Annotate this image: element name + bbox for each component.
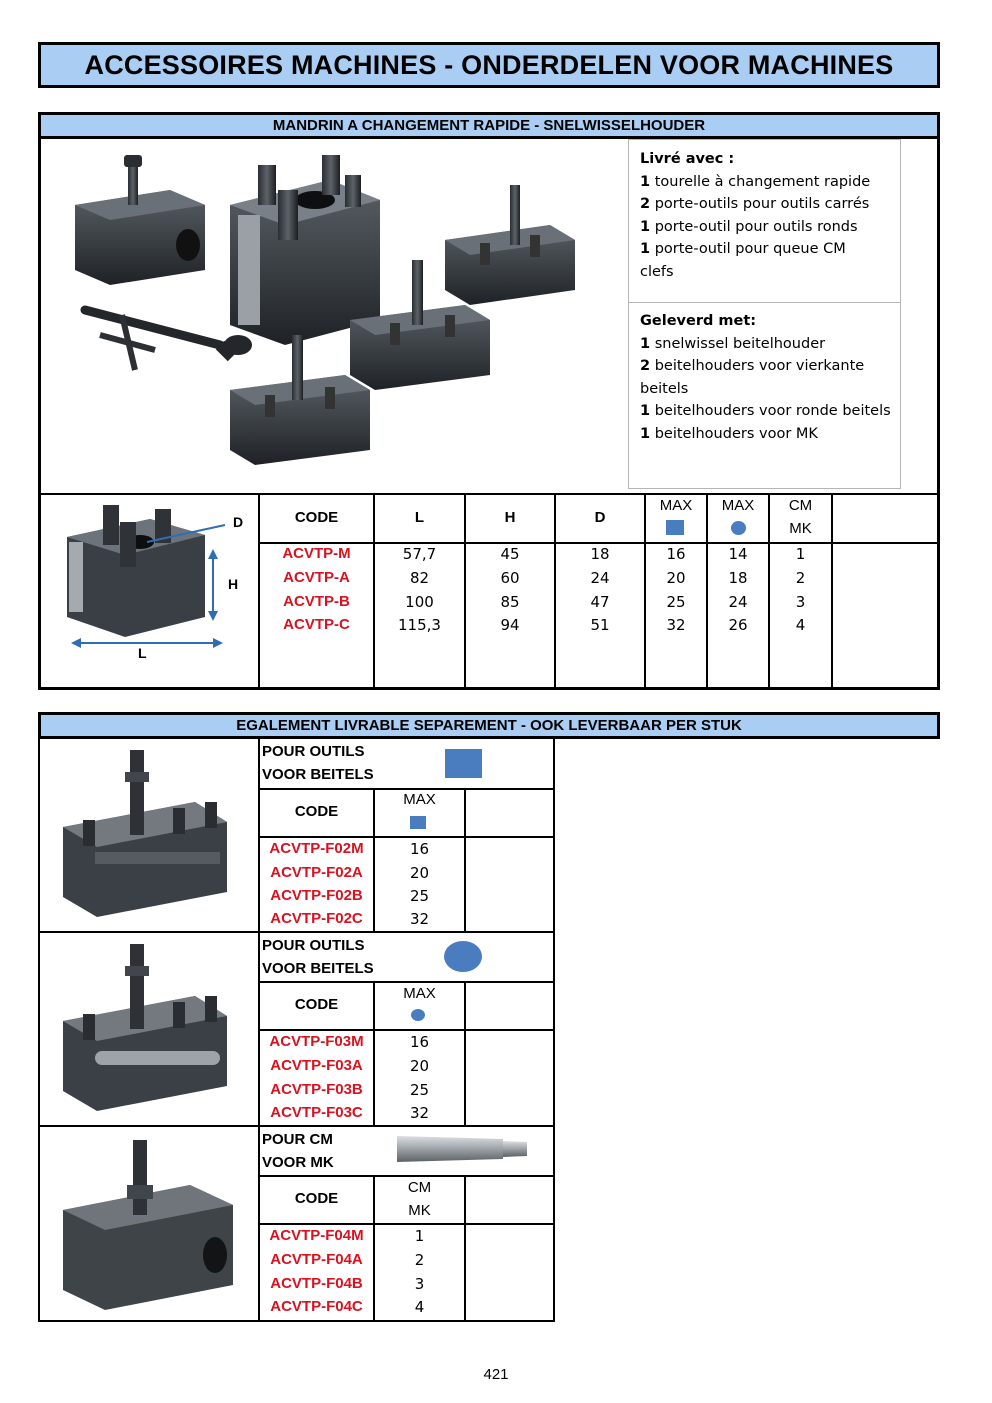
value-h: 94 xyxy=(500,616,520,634)
section1-header: MANDRIN A CHANGEMENT RAPIDE - SNELWISSELHOUDER xyxy=(38,112,940,139)
value-d: 18 xyxy=(590,545,610,563)
product-code: ACVTP-F04A xyxy=(270,1251,363,1268)
holder-small-shape xyxy=(445,185,575,305)
block3-label-nl: VOOR MK xyxy=(262,1154,334,1171)
fr-item: 1 porte-outil pour outils ronds xyxy=(640,218,858,235)
block-divider xyxy=(38,1125,555,1127)
col-header-d: D xyxy=(594,509,606,526)
block-rule xyxy=(258,1223,555,1225)
morse-taper-icon xyxy=(395,1130,535,1168)
value-d: 51 xyxy=(590,616,610,634)
block-col xyxy=(464,981,466,1125)
value-l: 115,3 xyxy=(398,616,441,634)
dim-label-h: H xyxy=(228,576,239,592)
block-rule xyxy=(258,981,555,983)
table1-header-rule xyxy=(258,542,940,544)
value-d: 24 xyxy=(590,569,610,587)
col-header-code: CODE xyxy=(294,1190,339,1207)
nl-item: 2 beitelhouders voor vierkante beitels xyxy=(640,358,865,397)
value-cm: 3 xyxy=(795,593,806,611)
table1-col xyxy=(706,493,708,688)
col-header-max-round: MAX xyxy=(721,497,755,514)
nl-title: Geleverd met: xyxy=(640,313,757,329)
product-code: ACVTP-F03B xyxy=(270,1081,363,1098)
round-tool-icon xyxy=(444,941,482,972)
block-rule xyxy=(258,788,555,790)
block1-label-nl: VOOR BEITELS xyxy=(262,766,374,783)
value-cm: 1 xyxy=(795,545,806,563)
section2-header: EGALEMENT LIVRABLE SEPAREMENT - OOK LEVERBAAR PER STUK xyxy=(38,712,940,739)
dim-label-d: D xyxy=(233,514,244,530)
product-code: ACVTP-B xyxy=(283,593,350,610)
value-l: 100 xyxy=(405,593,434,611)
col-header-cm: CM xyxy=(407,1179,432,1196)
block2-label-nl: VOOR BEITELS xyxy=(262,960,374,977)
square-tool-icon xyxy=(410,816,426,829)
value-max-square: 20 xyxy=(666,569,686,587)
value-max-round: 24 xyxy=(728,593,748,611)
col-header-cm: CM xyxy=(788,497,813,514)
block3-label-fr: POUR CM xyxy=(262,1131,333,1148)
product-code: ACVTP-C xyxy=(283,616,350,633)
block1-label-fr: POUR OUTILS xyxy=(262,743,365,760)
value-h: 45 xyxy=(500,545,520,563)
nl-item: 1 beitelhouders voor ronde beitels xyxy=(640,403,891,419)
product-code: ACVTP-F04B xyxy=(270,1275,363,1292)
value-max-round: 18 xyxy=(728,569,748,587)
fr-extra: clefs xyxy=(640,263,674,280)
value-max-square: 25 xyxy=(666,593,686,611)
product-code: ACVTP-F04M xyxy=(269,1227,364,1244)
value-max: 32 xyxy=(409,910,430,928)
fr-title: Livré avec : xyxy=(640,151,735,167)
value-cm: 2 xyxy=(795,569,806,587)
value-cm: 2 xyxy=(414,1251,425,1269)
square-tool-holder-photo xyxy=(55,742,240,922)
product-code: ACVTP-F04C xyxy=(270,1298,363,1315)
table1-col xyxy=(644,493,646,688)
product-code: ACVTP-F02A xyxy=(270,864,363,881)
col-header-code: CODE xyxy=(294,803,339,820)
value-d: 47 xyxy=(590,593,610,611)
col-header-mk: MK xyxy=(789,520,812,537)
value-l: 57,7 xyxy=(402,545,437,563)
holder-large-shape xyxy=(230,335,370,465)
value-max-round: 14 xyxy=(728,545,748,563)
block-col xyxy=(464,788,466,931)
block-rule xyxy=(258,1029,555,1031)
col-header-max: MAX xyxy=(403,791,436,808)
nl-item: 1 beitelhouders voor MK xyxy=(640,425,818,442)
round-tool-icon xyxy=(411,1009,425,1021)
fr-item: 1 tourelle à changement rapide xyxy=(640,173,871,190)
value-max: 20 xyxy=(409,1057,430,1075)
wrench-shape xyxy=(85,310,252,370)
quick-change-set-photo xyxy=(60,145,620,480)
col-header-max-square: MAX xyxy=(659,497,693,514)
product-code: ACVTP-A xyxy=(283,569,350,586)
value-max-round: 26 xyxy=(728,616,748,634)
col-header-l: L xyxy=(414,509,425,526)
value-h: 85 xyxy=(500,593,520,611)
included-items-note xyxy=(628,139,901,489)
col-header-code: CODE xyxy=(294,509,339,526)
col-header-mk: MK xyxy=(408,1202,431,1219)
cm-holder-shape xyxy=(75,155,205,285)
fr-item: 1 porte-outil pour queue CM xyxy=(640,241,846,257)
section2-bottom-border xyxy=(38,1320,555,1322)
value-l: 82 xyxy=(409,569,430,587)
note-divider xyxy=(629,302,900,303)
block-rule xyxy=(258,836,555,838)
page-number: 421 xyxy=(483,1366,509,1383)
product-code: ACVTP-F02C xyxy=(270,910,363,927)
block-col xyxy=(464,1175,466,1321)
block-divider xyxy=(38,931,555,933)
round-tool-holder-photo xyxy=(55,936,240,1116)
value-max: 20 xyxy=(409,864,430,882)
product-code: ACVTP-F03C xyxy=(270,1104,363,1121)
value-cm: 1 xyxy=(414,1227,425,1245)
table1-col xyxy=(831,493,833,688)
value-cm: 3 xyxy=(414,1275,425,1293)
product-code: ACVTP-F03M xyxy=(269,1033,364,1050)
value-max-square: 16 xyxy=(666,545,686,563)
nl-item: 1 snelwissel beitelhouder xyxy=(640,335,826,352)
product-code: ACVTP-M xyxy=(282,545,351,562)
square-tool-icon xyxy=(666,520,684,535)
col-header-h: H xyxy=(504,509,516,526)
turret-shape xyxy=(230,155,380,345)
col-header-max: MAX xyxy=(403,985,436,1002)
value-max: 16 xyxy=(409,1033,430,1051)
dim-label-l: L xyxy=(138,645,147,661)
value-max: 25 xyxy=(409,887,430,905)
product-code: ACVTP-F03A xyxy=(270,1057,363,1074)
product-code: ACVTP-F02M xyxy=(269,840,364,857)
block2-label-fr: POUR OUTILS xyxy=(262,937,365,954)
block-rule xyxy=(258,1175,555,1177)
square-tool-icon xyxy=(445,749,482,778)
col-header-code: CODE xyxy=(294,996,339,1013)
page-title: ACCESSOIRES MACHINES - ONDERDELEN VOOR MACHINES xyxy=(38,42,940,88)
value-max-square: 32 xyxy=(666,616,686,634)
value-cm: 4 xyxy=(414,1298,425,1316)
value-max: 25 xyxy=(409,1081,430,1099)
section2-left-border xyxy=(38,737,40,1322)
round-tool-icon xyxy=(731,521,746,535)
fr-item: 2 porte-outils pour outils carrés xyxy=(640,196,870,212)
cm-holder-photo xyxy=(55,1130,240,1315)
value-h: 60 xyxy=(500,569,520,587)
product-code: ACVTP-F02B xyxy=(270,887,363,904)
value-cm: 4 xyxy=(795,616,806,634)
dimension-diagram xyxy=(55,497,255,662)
value-max: 32 xyxy=(409,1104,430,1122)
value-max: 16 xyxy=(409,840,430,858)
table1-top-rule xyxy=(38,493,940,495)
